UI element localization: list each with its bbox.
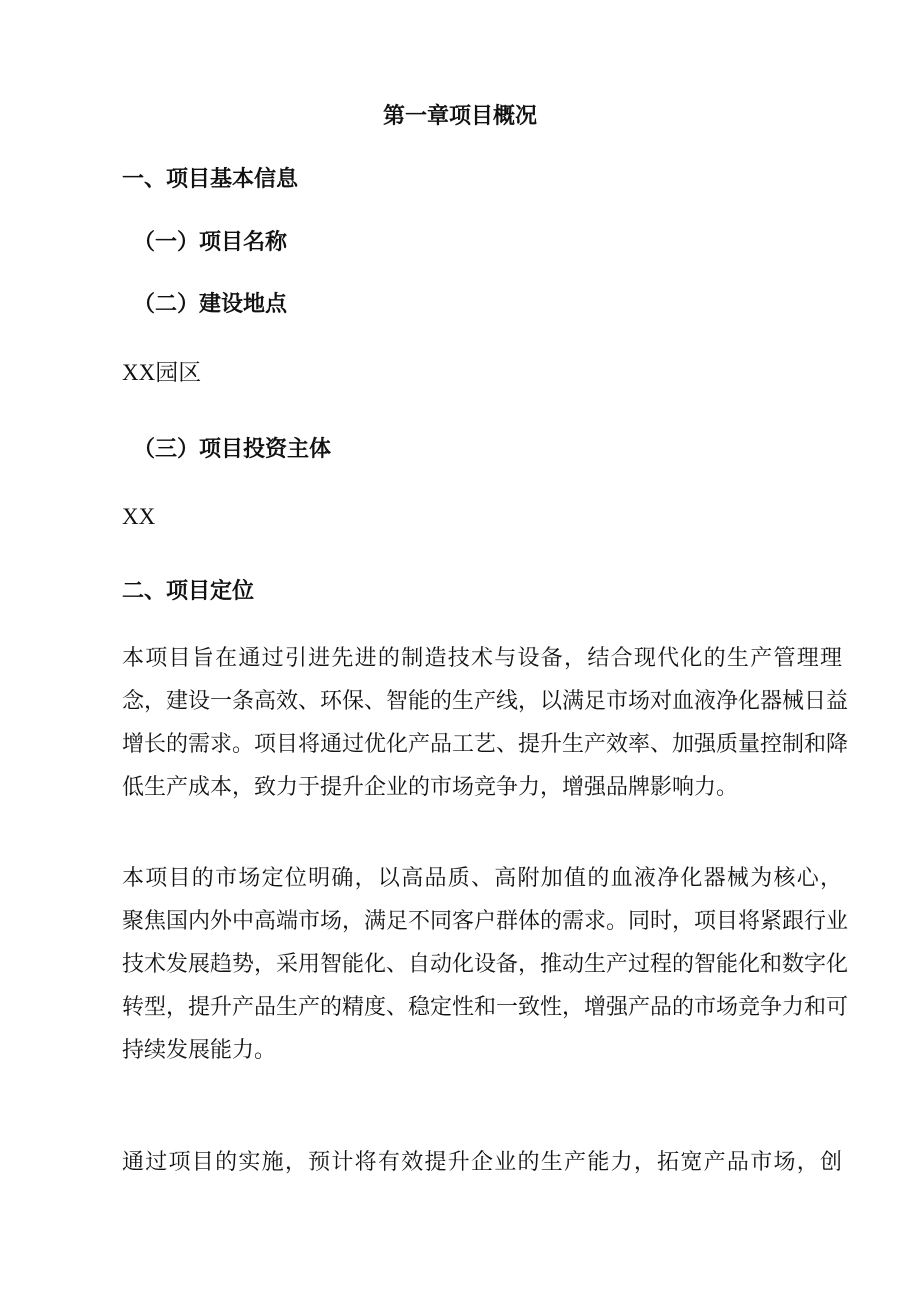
paragraph-3 bbox=[122, 1141, 842, 1184]
paragraph-line: 聚焦国内外中高端市场，满足不同客户群体的需求。同时，项目将紧跟行业 bbox=[122, 909, 849, 934]
paragraph-line: 技术发展趋势，采用智能化、自动化设备，推动生产过程的智能化和数字化 bbox=[122, 952, 849, 977]
paragraph-line: 持续发展能力。 bbox=[122, 1038, 277, 1063]
section-heading-basic-info: 一、项目基本信息 bbox=[122, 166, 299, 192]
subsection-heading-location: （二）建设地点 bbox=[133, 291, 288, 317]
subsection-heading-investor: （三）项目投资主体 bbox=[133, 436, 332, 462]
chapter-title: 第一章项目概况 bbox=[382, 103, 537, 129]
paragraph-2 bbox=[122, 857, 849, 1072]
investor-value: XX bbox=[122, 504, 156, 529]
section-heading-positioning: 二、项目定位 bbox=[122, 578, 255, 604]
paragraph-1 bbox=[122, 637, 849, 809]
paragraph-line: 通过项目的实施，预计将有效提升企业的生产能力，拓宽产品市场，创 bbox=[122, 1150, 842, 1175]
paragraph-line: 低生产成本，致力于提升企业的市场竞争力，增强品牌影响力。 bbox=[122, 775, 739, 800]
paragraph-line: 本项目的市场定位明确，以高品质、高附加值的血液净化器械为核心， bbox=[122, 866, 842, 891]
paragraph-line: 增长的需求。项目将通过优化产品工艺、提升生产效率、加强质量控制和降 bbox=[122, 732, 849, 757]
paragraph-line: 转型，提升产品生产的精度、稳定性和一致性，增强产品的市场竞争力和可 bbox=[122, 995, 849, 1020]
paragraph-line: 念，建设一条高效、环保、智能的生产线，以满足市场对血液净化器械日益 bbox=[122, 689, 849, 714]
paragraph-line: 本项目旨在通过引进先进的制造技术与设备，结合现代化的生产管理理 bbox=[122, 646, 842, 671]
location-value: XX园区 bbox=[122, 360, 202, 385]
subsection-heading-project-name: （一）项目名称 bbox=[133, 229, 288, 255]
